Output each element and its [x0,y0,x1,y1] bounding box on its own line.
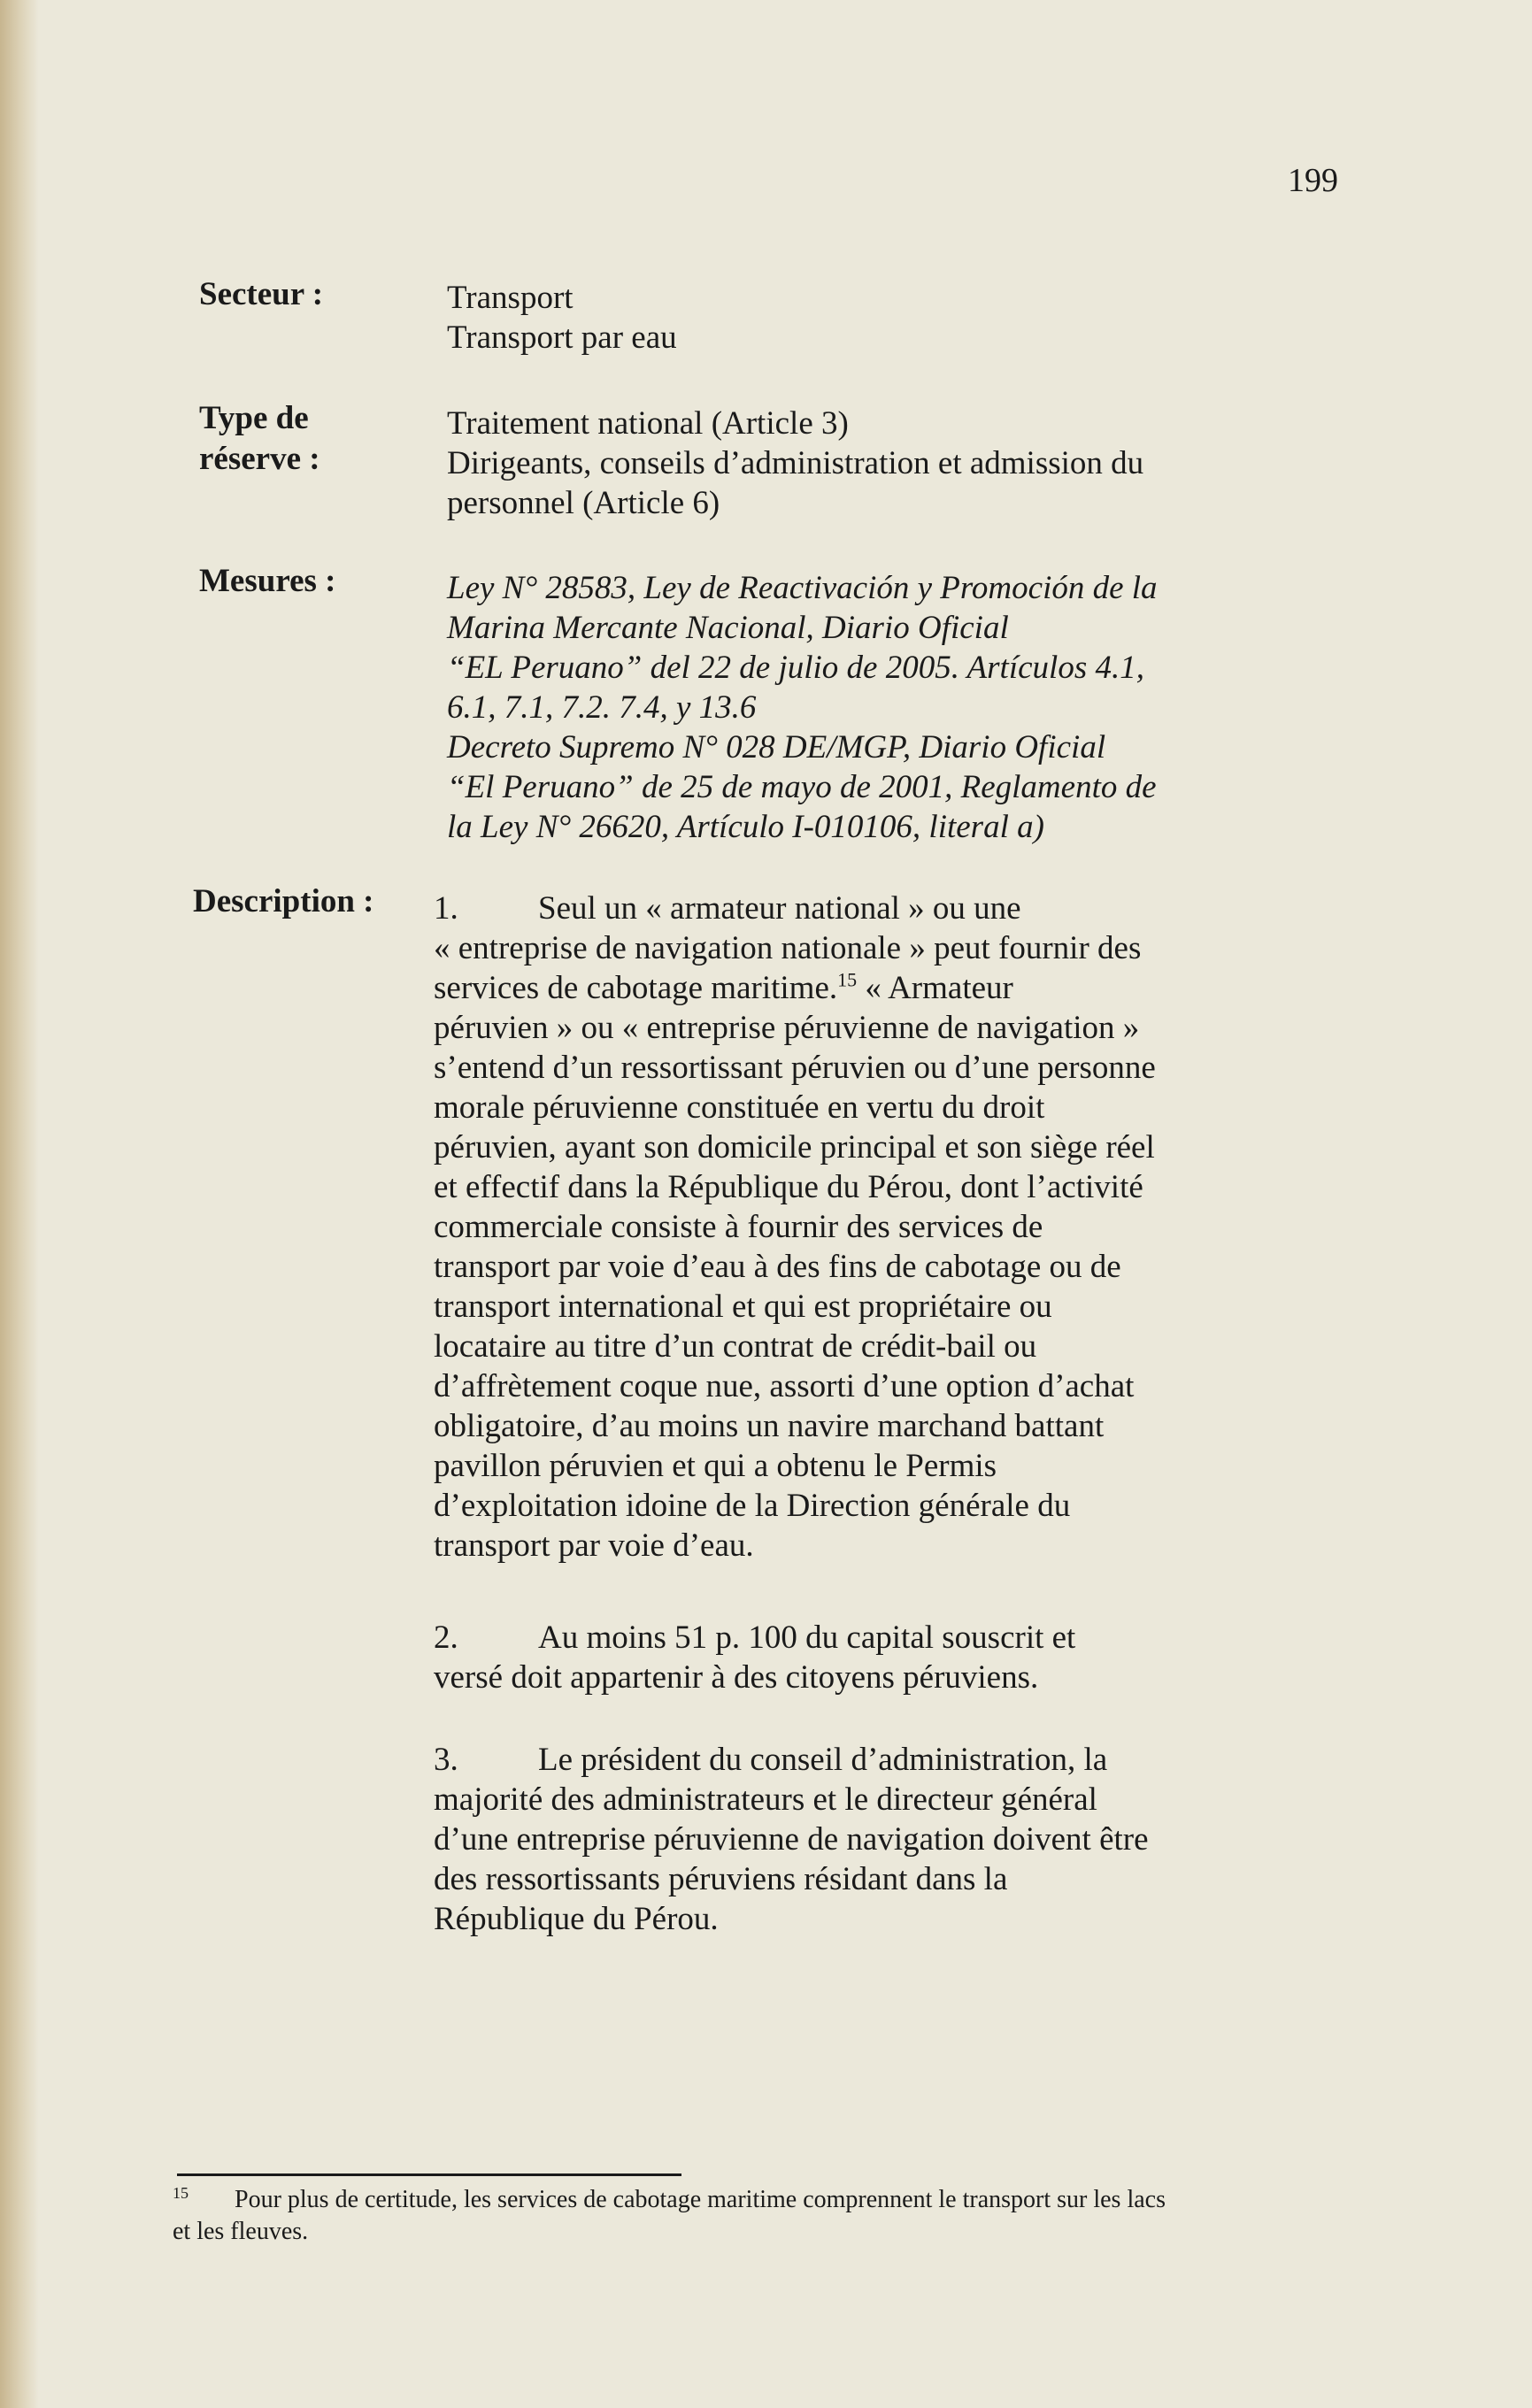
measures-line: 6.1, 7.1, 7.2. 7.4, y 13.6 [447,689,757,726]
reservation-type-label-line: Type de [199,400,309,436]
paragraph-line: et effectif dans la République du Pérou, dont l’activité [434,1169,1143,1205]
description-label [193,881,374,922]
measures-line: la Ley N° 26620, Artículo I-010106, literal a) [447,809,1044,845]
reservation-type-label-line: réserve : [199,441,320,477]
paragraph-line: obligatoire, d’au moins un navire marchand battant [434,1408,1105,1444]
paragraph-number: 1. [434,890,458,927]
paragraph-line: des ressortissants péruviens résidant dans la [434,1861,1008,1897]
footnote-reference[interactable]: 15 [837,968,858,991]
reservation-type-line: Traitement national (Article 3) [447,405,849,442]
sector-label-text: Secteur : [199,276,324,312]
paragraph-line: d’exploitation idoine de la Direction générale du [434,1488,1071,1524]
reservation-type-label [199,398,320,480]
paragraph-line: péruvien » ou « entreprise péruvienne de navigation » [434,1010,1140,1046]
paragraph-first-line [434,889,1230,928]
description-paragraph-3 [434,1740,1230,1939]
sector-line: Transport [447,280,574,316]
sector-label [199,274,323,315]
paragraph-line: « entreprise de navigation nationale » peut fournir des [434,930,1142,966]
footnote-line: et les fleuves. [173,2218,309,2245]
paragraph-text: Le président du conseil d’administration, la [538,1742,1108,1778]
paragraph-text: services de cabotage maritime. [434,970,838,1006]
paragraph-line: d’une entreprise péruvienne de navigation doivent être [434,1821,1149,1858]
paragraph-line: transport par voie d’eau à des fins de cabotage ou de [434,1249,1121,1285]
reservation-type-line: Dirigeants, conseils d’administration et admission du [447,445,1144,481]
paragraph-line: République du Pérou. [434,1901,719,1937]
footnote-line: 15 Pour plus de certitude, les services de cabotage maritime comprennent le transport sur les lacs [173,2183,1166,2213]
sector-line: Transport par eau [447,319,677,356]
paragraph-line: commerciale consiste à fournir des services de [434,1209,1043,1245]
footnote-text: Pour plus de certitude, les services de cabotage maritime comprennent le transport sur les lacs [235,2186,1166,2213]
paragraph-line [434,968,1230,1008]
reservation-type-value [447,404,1226,523]
description-paragraph-2 [434,1618,1230,1697]
measures-label-text: Mesures : [199,563,336,599]
measures-line: “El Peruano” de 25 de mayo de 2001, Reglamento de [447,769,1157,805]
footnote-separator [177,2173,681,2176]
description-paragraph-1 [434,889,1230,1566]
description-label-text: Description : [193,883,374,919]
paragraph-line: versé doit appartenir à des citoyens péruviens. [434,1659,1039,1696]
sector-value [447,278,1226,358]
measures-value [447,568,1226,847]
paragraph-line: majorité des administrateurs et le directeur général [434,1781,1097,1818]
paragraph-number: 3. [434,1742,458,1778]
paragraph-line: s’entend d’un ressortissant péruvien ou d’une personne [434,1050,1156,1086]
measures-label [199,561,335,602]
paragraph-line: locataire au titre d’un contrat de crédit-bail ou [434,1328,1037,1365]
paragraph-first-line [434,1618,1230,1658]
paragraph-text: Seul un « armateur national » ou une [538,890,1021,927]
paragraph-line: transport par voie d’eau. [434,1527,754,1564]
binding-edge [0,0,39,2408]
measures-line: Decreto Supremo N° 028 DE/MGP, Diario Oficial [447,729,1106,765]
paragraph-number: 2. [434,1619,458,1656]
paragraph-line: morale péruvienne constituée en vertu du droit [434,1089,1045,1126]
measures-line: “EL Peruano” del 22 de julio de 2005. Artículos 4.1, [447,650,1144,686]
page-number: 199 [1288,162,1338,199]
measures-line: Marina Mercante Nacional, Diario Oficial [447,610,1009,646]
paragraph-line: pavillon péruvien et qui a obtenu le Permis [434,1448,997,1484]
paragraph-line: transport international et qui est propriétaire ou [434,1289,1052,1325]
paragraph-text: « Armateur [857,970,1013,1006]
footnote [173,2184,1305,2248]
paragraph-line: d’affrètement coque nue, assorti d’une option d’achat [434,1368,1135,1404]
paragraph-first-line [434,1740,1230,1780]
paragraph-line: péruvien, ayant son domicile principal et son siège réel [434,1129,1155,1166]
paragraph-text: Au moins 51 p. 100 du capital souscrit et [538,1619,1076,1656]
reservation-type-line: personnel (Article 6) [447,485,720,521]
measures-line: Ley N° 28583, Ley de Reactivación y Promoción de la [447,570,1158,606]
